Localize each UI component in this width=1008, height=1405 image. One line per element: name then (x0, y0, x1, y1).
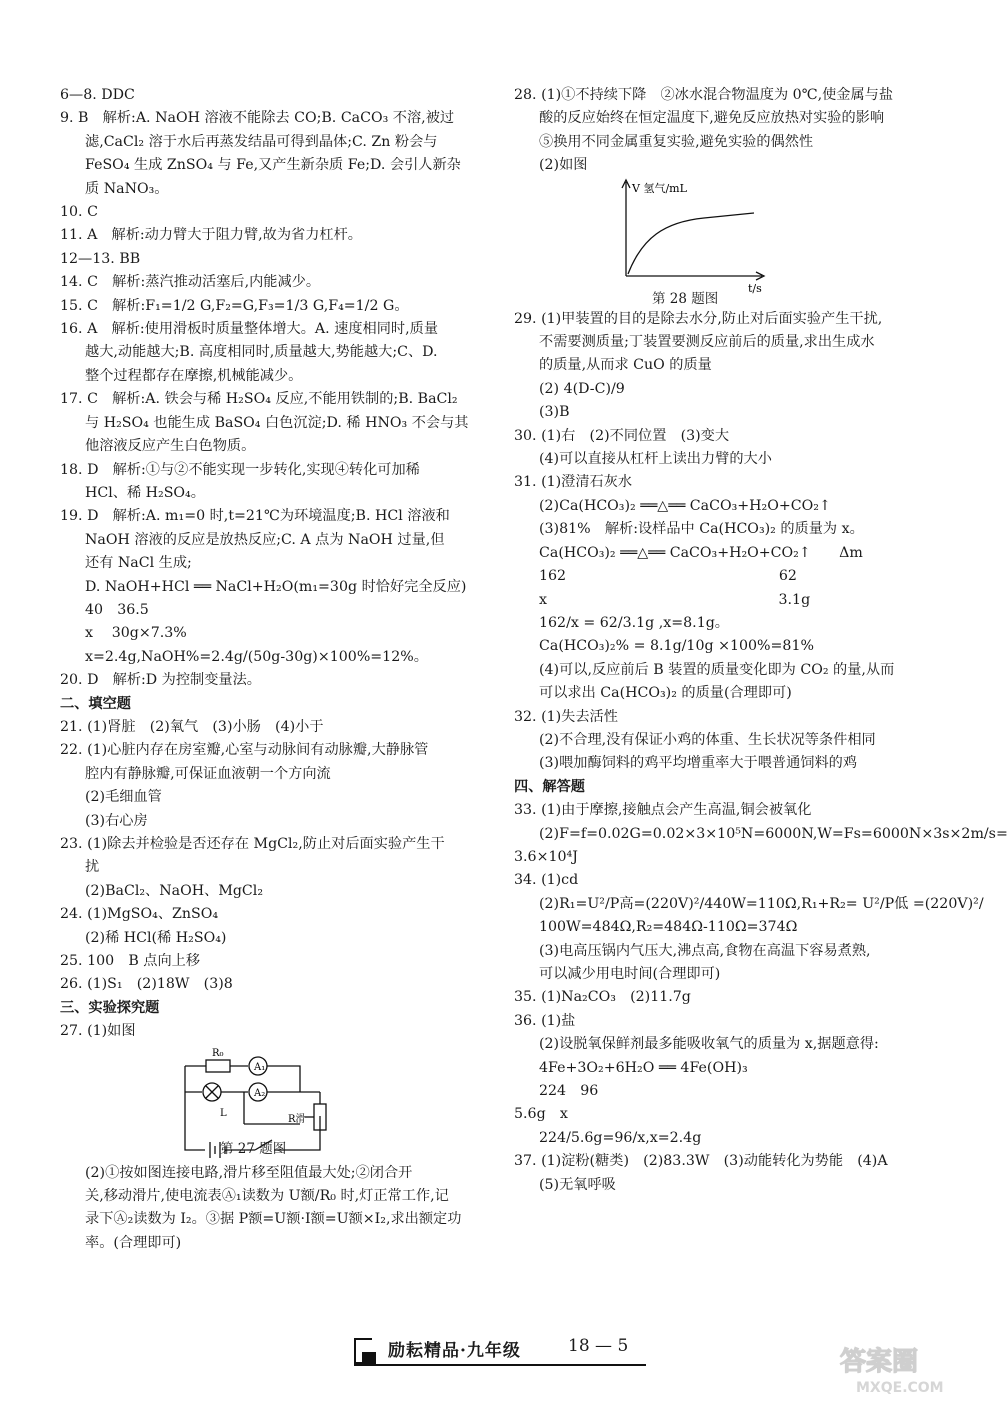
left-line: 整个过程都存在摩擦,机械能减少。 (85, 367, 303, 384)
right-line: (3)B (539, 404, 570, 421)
left-line: 越大,动能越大;B. 高度相同时,质量越大,势能越大;C、D. (85, 344, 438, 361)
right-line: 3.6×10⁴J (514, 848, 578, 865)
right-line: 37. (1)淀粉(糖类) (2)83.3W (3)动能转化为势能 (4)A (514, 1153, 888, 1170)
left-line: 25. 100 B 点向上移 (60, 953, 201, 970)
right-line: 162 62 (539, 568, 797, 585)
left-line: 三、实验探究题 (60, 999, 160, 1016)
left-line: 与 H₂SO₄ 也能生成 BaSO₄ 白色沉淀;D. 稀 HNO₃ 不会与其 (85, 414, 469, 431)
footer-logo-block (362, 1352, 376, 1364)
right-line: 酸的反应始终在恒定温度下,避免反应放热对实验的影响 (539, 110, 885, 127)
left-line: 24. (1)MgSO₄、ZnSO₄ (60, 906, 219, 923)
left-line: x 30g×7.3% (85, 625, 187, 642)
right-line: 4Fe+3O₂+6H₂O ══ 4Fe(OH)₃ (539, 1059, 748, 1076)
left-line: (2)①按如图连接电路,滑片移至阻值最大处;②闭合开 (85, 1164, 413, 1181)
left-line: 率。(合理即可) (85, 1234, 182, 1251)
left-line: 15. C 解析:F₁=1/2 G,F₂=G,F₃=1/3 G,F₄=1/2 G。 (60, 297, 409, 314)
right-line: 不需要测质量;丁装置要测反应前后的质量,求出生成水 (539, 334, 875, 351)
left-line: 还有 NaCl 生成; (85, 555, 192, 572)
watermark-url: MXQE.COM (856, 1380, 944, 1396)
fig27-label: A₁ (254, 1061, 266, 1073)
right-line: (4)可以直接从杠杆上读出力臂的大小 (539, 451, 772, 468)
right-line: 可以减少用电时间(合理即可) (539, 966, 721, 982)
right-line: x 3.1g (539, 591, 811, 608)
left-line: 22. (1)心脏内存在房室瓣,心室与动脉间有动脉瓣,大静脉管 (60, 742, 429, 759)
left-column (60, 84, 490, 1255)
left-line: 23. (1)除去并检验是否还存在 MgCl₂,防止对后面实验产生干 (60, 836, 445, 852)
left-line: (2)BaCl₂、NaOH、MgCl₂ (85, 882, 264, 899)
right-line: 29. (1)甲装置的目的是除去水分,防止对后面实验产生干扰, (514, 310, 883, 327)
right-line: 34. (1)cd (514, 872, 579, 889)
right-line: (2)F=f=0.02G=0.02×3×10⁵N=6000N,W=Fs=6000N×3s×2m/s= (539, 825, 1008, 842)
right-line: (2)如图 (539, 157, 588, 174)
right-line: 35. (1)Na₂CO₃ (2)11.7g (514, 989, 691, 1006)
right-line: (3)81% 解析:设样品中 Ca(HCO₃)₂ 的质量为 x。 (539, 521, 864, 538)
watermark-text: 答案圈 (840, 1347, 919, 1377)
left-line: 扰 (85, 859, 100, 876)
fig28-xlabel: t/s (748, 281, 762, 295)
right-line: (4)可以,反应前后 B 装置的质量变化即为 CO₂ 的量,从而 (539, 661, 895, 678)
right-line: (2)Ca(HCO₃)₂ ══△══ CaCO₃+H₂O+CO₂↑ (539, 497, 831, 514)
right-line: (2)R₁=U²/P高=(220V)²/440W=110Ω,R₁+R₂= U²/P低 =(220V)²/ (539, 895, 984, 912)
right-line: 224 96 (539, 1083, 599, 1100)
left-line: 16. A 解析:使用滑板时质量整体增大。A. 速度相同时,质量 (60, 321, 439, 338)
left-line: 21. (1)肾脏 (2)氧气 (3)小肠 (4)小于 (60, 718, 324, 735)
left-line: D. NaOH+HCl ══ NaCl+H₂O(m₁=30g 时恰好完全反应) (85, 578, 467, 595)
figure-28-caption: 第 28 题图 (652, 290, 719, 307)
left-line: 17. C 解析:A. 铁会与稀 H₂SO₄ 反应,不能用铁制的;B. BaCl₂ (60, 391, 458, 408)
right-line: (5)无氧呼吸 (539, 1176, 616, 1193)
right-line: 100W=484Ω,R₂=484Ω-110Ω=374Ω (539, 919, 798, 936)
left-line: 9. B 解析:A. NaOH 溶液不能除去 CO;B. CaCO₃ 不溶,被过 (60, 110, 455, 127)
figure-27-caption: 第 27 题图 (220, 1140, 287, 1157)
right-line: 四、解答题 (514, 778, 585, 795)
right-line: 32. (1)失去活性 (514, 708, 618, 725)
left-line: 6—8. DDC (60, 87, 135, 103)
fig27-label: R滑 (288, 1113, 306, 1125)
right-line: 的质量,从而求 CuO 的质量 (539, 357, 712, 374)
right-line: 33. (1)由于摩擦,接触点会产生高温,铜会被氧化 (514, 802, 812, 819)
right-line: 162/x = 62/3.1g ,x=8.1g。 (539, 614, 729, 631)
figure-27-circuit (60, 1044, 490, 1162)
right-column (514, 84, 1008, 1197)
left-line: 二、填空题 (60, 695, 131, 712)
fig27-label: A₂ (254, 1087, 266, 1099)
left-line: 19. D 解析:A. m₁=0 时,t=21℃为环境温度;B. HCl 溶液和 (60, 508, 450, 525)
left-line: 12—13. BB (60, 250, 141, 267)
left-line: 20. D 解析:D 为控制变量法。 (60, 672, 261, 689)
fig27-label: L (220, 1107, 227, 1119)
left-line: 26. (1)S₁ (2)18W (3)8 (60, 976, 233, 993)
right-line: 可以求出 Ca(HCO₃)₂ 的质量(合理即可) (539, 685, 792, 702)
fig27-label: R₀ (212, 1047, 224, 1059)
right-line: 30. (1)右 (2)不同位置 (3)变大 (514, 427, 730, 444)
left-line: x=2.4g,NaOH%=2.4g/(50g-30g)×100%=12%。 (85, 648, 428, 665)
left-line: 10. C (60, 204, 98, 221)
left-line: NaOH 溶液的反应是放热反应;C. A 点为 NaOH 过量,但 (85, 531, 445, 548)
fig28-ylabel: V 氢气/mL (632, 181, 687, 195)
left-line: 18. D 解析:①与②不能实现一步转化,实现④转化可加稀 (60, 461, 420, 478)
right-line: (2)不合理,没有保证小鸡的体重、生长状况等条件相同 (539, 731, 876, 748)
footer-rule (354, 1364, 646, 1366)
left-line: (3)右心房 (85, 812, 148, 829)
left-line: 40 36.5 (85, 601, 149, 618)
left-line: FeSO₄ 生成 ZnSO₄ 与 Fe,又产生新杂质 Fe;D. 会引人新杂 (85, 157, 461, 174)
right-line: (3)电高压锅内气压大,沸点高,食物在高温下容易煮熟, (539, 942, 871, 959)
left-line: 他溶液反应产生白色物质。 (85, 438, 256, 455)
right-line: 5.6g x (514, 1106, 568, 1123)
footer-title: 励耘精品·九年级 (388, 1341, 521, 1361)
left-line: (2)毛细血管 (85, 789, 162, 806)
right-line: (2)设脱氧保鲜剂最多能吸收氧气的质量为 x,据题意得: (539, 1036, 879, 1053)
right-line: 31. (1)澄清石灰水 (514, 474, 633, 491)
right-line: 28. (1)①不持续下降 ②冰水混合物温度为 0℃,使金属与盐 (514, 87, 894, 103)
left-line: 关,移动滑片,使电流表Ⓐ₁读数为 U额/R₀ 时,灯正常工作,记 (85, 1188, 449, 1205)
right-line: Ca(HCO₃)₂% = 8.1g/10g ×100%=81% (539, 638, 814, 655)
left-line: 录下Ⓐ₂读数为 I₂。③据 P额=U额·I额=U额×I₂,求出额定功 (85, 1211, 462, 1228)
right-line: Ca(HCO₃)₂ ══△══ CaCO₃+H₂O+CO₂↑ Δm (539, 544, 863, 561)
watermark-logo (832, 1338, 972, 1398)
left-line: HCl、稀 H₂SO₄。 (85, 484, 205, 501)
left-line: 质 NaNO₃。 (85, 180, 169, 197)
footer-page-number: 18 — 5 (568, 1336, 629, 1356)
right-line: (3)喂加酶饲料的鸡平均增重率大于喂普通饲料的鸡 (539, 755, 858, 772)
right-line: (2) 4(D-C)/9 (539, 380, 625, 397)
right-line: ⑤换用不同金属重复实验,避免实验的偶然性 (539, 133, 814, 150)
left-line: 14. C 解析:蒸汽推动活塞后,内能减少。 (60, 274, 321, 291)
right-line: 224/5.6g=96/x,x=2.4g (539, 1129, 702, 1146)
left-line: (2)稀 HCl(稀 H₂SO₄) (85, 929, 227, 946)
left-line: 滤,CaCl₂ 溶于水后再蒸发结晶可得到晶体;C. Zn 粉会与 (85, 133, 438, 150)
left-line: 11. A 解析:动力臂大于阻力臂,故为省力杠杆。 (60, 227, 362, 244)
left-line: 腔内有静脉瓣,可保证血液朝一个方向流 (85, 765, 331, 782)
left-line: 27. (1)如图 (60, 1023, 136, 1040)
right-line: 36. (1)盐 (514, 1012, 576, 1029)
figure-28-graph (514, 178, 944, 308)
